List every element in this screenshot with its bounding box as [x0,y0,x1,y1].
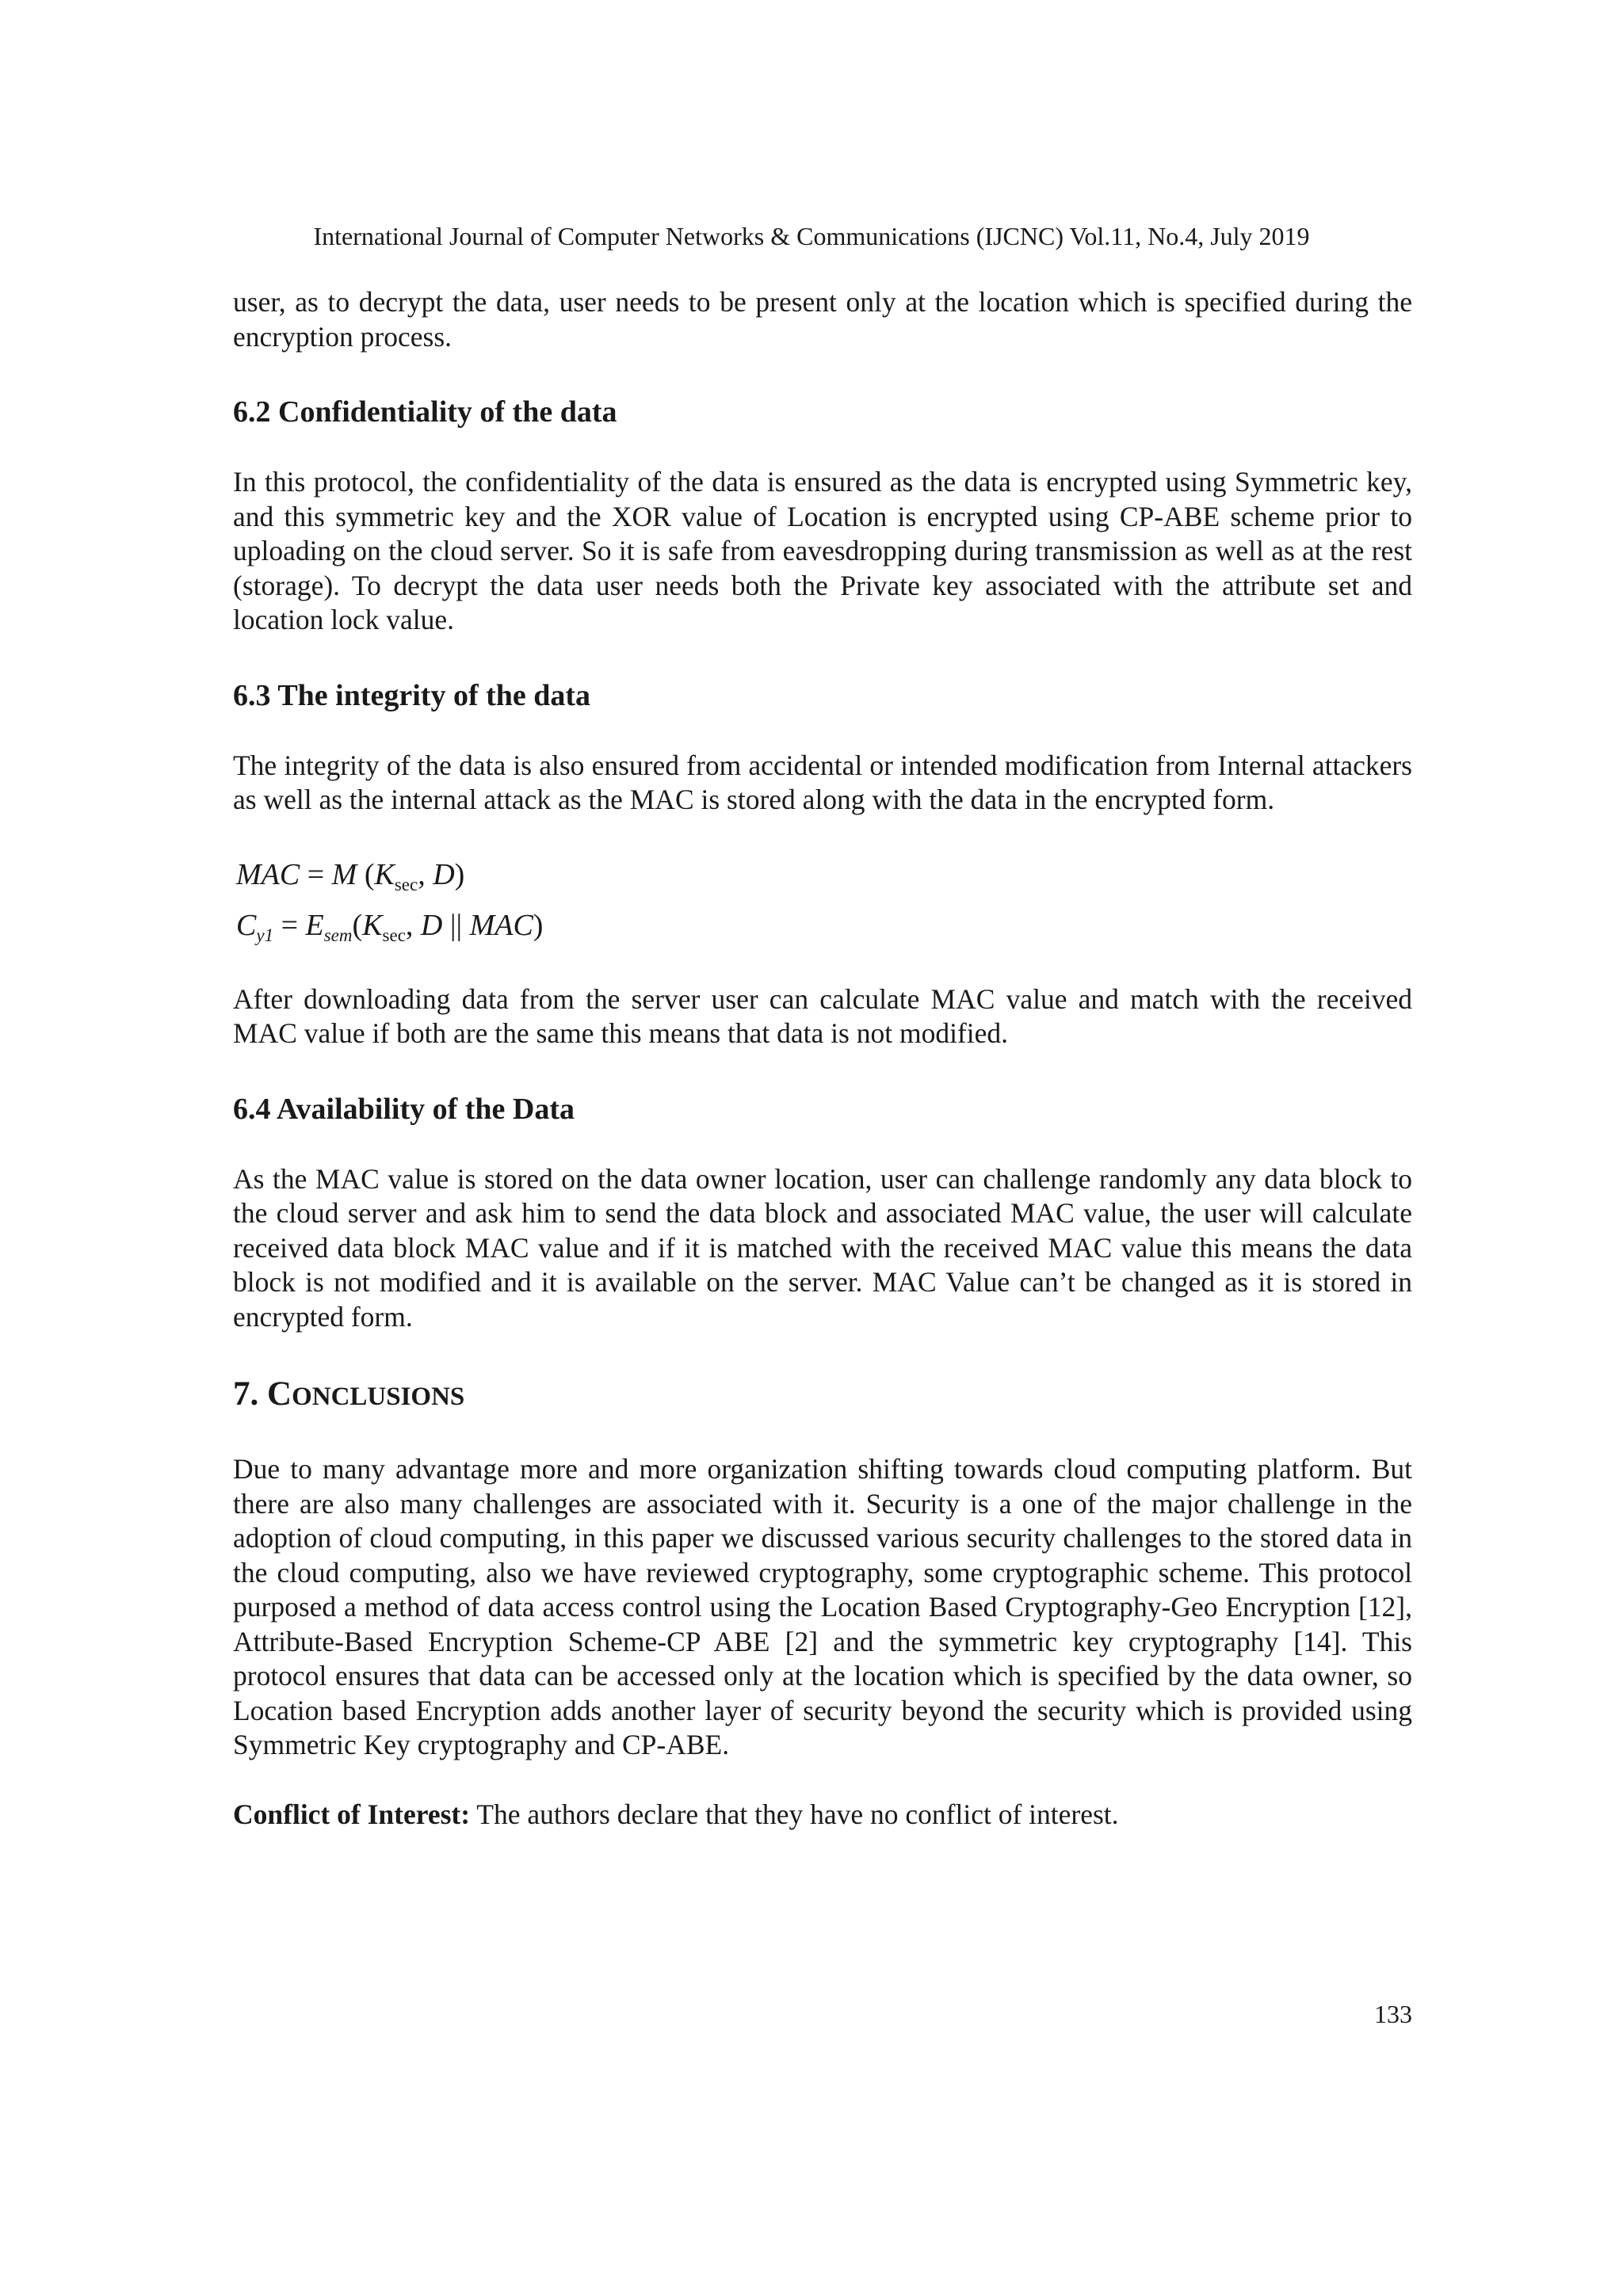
section-6-3-heading: 6.3 The integrity of the data [233,678,591,712]
section-7-paragraph: Due to many advantage more and more organization shifting towards cloud computing platform. But there are also many challenges are associated with it. Security is a one of the major challenge in the adoption of cloud computing, in this paper we discussed various security challenges to the stored data in the cloud computing, also we have reviewed cryptography, some cryptographic scheme. This protocol purposed a method of data access control using the Location Based Cryptography-Geo Encryption [12], Attribute-Based Encryption Scheme-CP ABE [2] and the symmetric key cryptography [14]. This protocol ensures that data can be accessed only at the location which is specified by the data owner, so Location based Encryption adds another layer of security beyond the security which is provided using Symmetric Key cryptography and CP-ABE. [233,1453,1412,1760]
section-6-2-paragraph: In this protocol, the confidentiality of the data is ensured as the data is encrypted using Symmetric key, and this symmetric key and the XOR value of Location is encrypted using CP-ABE scheme prior to uploading on the cloud server. So it is safe from eavesdropping during transmission as well as at the rest (storage). To decrypt the data user needs both the Private key associated with the attribute set and location lock value. [233,466,1412,635]
eq1-key-symbol: K [374,857,395,891]
eq2-key-subscript: sec [382,925,406,945]
running-header: International Journal of Computer Networks & Communications (IJCNC) Vol.11, No.4, July 2019 [313,222,1310,250]
eq2-close-paren: ) [533,908,544,942]
eq2-open-paren: ( [352,908,363,942]
section-6-4-paragraph: As the MAC value is stored on the data owner location, user can challenge randomly any data block to the cloud server and ask him to send the data block and associated MAC value, the user will calculate received data block MAC value and if it is matched with the received MAC value this means the data block is not modified and it is available on the server. MAC Value can’t be changed as it is stored in encrypted form. [233,1162,1412,1333]
eq1-open-paren: ( [357,857,375,891]
section-6-2-heading: 6.2 Confidentiality of the data [233,395,617,429]
eq2-lhs-subscript: y1 [256,925,274,945]
eq1-lhs: MAC [236,857,300,891]
section-7-title-initial: C [267,1375,292,1413]
section-7-number: 7. [233,1375,267,1413]
conflict-of-interest-label: Conflict of Interest: [233,1798,471,1830]
eq2-concat-operator: || [442,908,470,942]
conflict-of-interest [233,1798,1412,1833]
conflict-of-interest-text: The authors declare that they have no conflict of interest. [470,1798,1119,1830]
eq2-function-subscript: sem [323,925,353,945]
section-6-4-heading: 6.4 Availability of the Data [233,1092,575,1126]
eq2-equals: = [273,908,306,942]
eq2-function: E [305,908,324,942]
eq2-lhs: C [236,908,257,942]
eq2-mac-symbol: MAC [469,908,533,942]
continuation-paragraph: user, as to decrypt the data, user needs to be present only at the location which is specified during the encryption process. [233,286,1412,353]
eq1-key-subscript: sec [394,874,418,894]
eq1-equals: = [300,857,332,891]
section-7-title-rest: ONCLUSIONS [292,1383,465,1411]
eq1-function: M [331,857,357,891]
eq1-data-symbol: D [433,857,455,891]
eq2-comma: , [405,908,421,942]
page-body [233,285,1412,1832]
section-7-heading [233,1374,1412,1417]
eq1-comma: , [418,857,433,891]
eq2-key-symbol: K [362,908,383,942]
section-6-3-paragraph: The integrity of the data is also ensured from accidental or intended modification from Internal attackers as well as the internal attack as the MAC is stored along with the data in the encrypted form. [233,749,1412,815]
eq1-close-paren: ) [454,857,465,891]
page-number: 133 [1374,2000,1412,2028]
eq2-data-symbol: D [420,908,443,942]
equation-cipher [233,900,1412,951]
equation-mac [233,849,1412,900]
section-6-3-after-paragraph: After downloading data from the server user can calculate MAC value and match with the received MAC value if both are the same this means that data is not modified. [233,982,1412,1049]
